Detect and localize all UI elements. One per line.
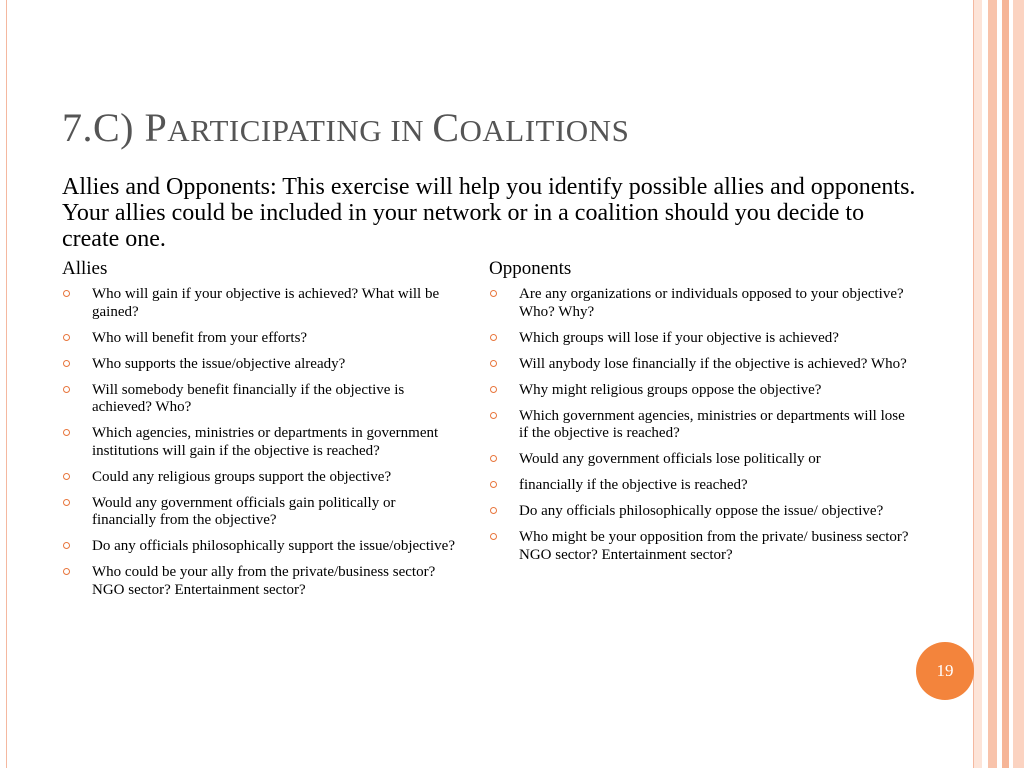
list-item <box>62 382 462 417</box>
stripe <box>974 0 982 768</box>
allies-column <box>62 258 462 608</box>
bullet-icon <box>63 334 70 341</box>
title-prefix: 7.C) <box>62 105 145 150</box>
list-item <box>489 356 909 374</box>
bullet-icon <box>63 568 70 575</box>
list-item <box>62 330 462 348</box>
list-item <box>489 503 909 521</box>
list-item <box>62 495 462 530</box>
list-item-text: Who will benefit from your efforts? <box>92 329 308 346</box>
list-item-text: Will anybody lose financially if the objective is achieved? Who? <box>519 355 907 372</box>
bullet-icon <box>490 533 497 540</box>
list-item-text: Which government agencies, ministries or departments will lose if the objective is reached? <box>519 407 905 441</box>
list-item-text: Are any organizations or individuals opposed to your objective? Who? Why? <box>519 286 904 320</box>
allies-list <box>62 286 462 599</box>
bullet-icon <box>63 360 70 367</box>
list-item <box>489 451 909 469</box>
list-item <box>489 382 909 400</box>
list-item-text: Could any religious groups support the objective? <box>92 468 392 485</box>
stripe <box>988 0 997 768</box>
list-item <box>62 286 462 321</box>
title-word-initial: C <box>432 105 460 150</box>
title-word-rest: OALITIONS <box>459 113 630 148</box>
list-item <box>62 564 462 599</box>
slide-title <box>62 104 629 151</box>
list-item-text: Would any government officials lose politically or <box>519 451 821 467</box>
title-word-rest: IN <box>382 113 433 148</box>
bullet-icon <box>63 429 70 436</box>
opponents-column <box>489 258 909 573</box>
allies-heading: Allies <box>62 258 108 279</box>
list-item-text: Which agencies, ministries or departments in government institutions will gain if the objective is reached? <box>92 425 439 459</box>
list-item-text: Who could be your ally from the private/business sector? NGO sector? Entertainment sector? <box>92 564 436 598</box>
list-item-text: financially if the objective is reached? <box>519 477 748 493</box>
bullet-icon <box>490 412 497 419</box>
list-item <box>489 408 909 443</box>
list-item <box>62 356 462 374</box>
title-word-initial: P <box>144 105 168 150</box>
list-item-text: Who might be your opposition from the private/ business sector? NGO sector? Entertainment sector? <box>519 529 909 563</box>
bullet-icon <box>490 334 497 341</box>
list-item <box>62 538 462 556</box>
bullet-icon <box>490 290 497 297</box>
bullet-icon <box>63 386 70 393</box>
list-item-text: Who will gain if your objective is achieved? What will be gained? <box>92 286 440 320</box>
bullet-icon <box>490 507 497 514</box>
stripe <box>1002 0 1009 768</box>
list-item-text: Do any officials philosophically oppose the issue/ objective? <box>519 503 884 519</box>
list-item-text: Would any government officials gain politically or financially from the objective? <box>92 494 396 528</box>
bullet-icon <box>490 455 497 462</box>
intro-text: Allies and Opponents: This exercise will help you identify possible allies and opponents. Your allies could be included in your network or in a coalition should you decide to create one. <box>62 174 916 252</box>
opponents-heading: Opponents <box>489 258 572 279</box>
list-item <box>489 477 909 495</box>
list-item <box>62 469 462 487</box>
decorative-stripes <box>974 0 1024 768</box>
list-item-text: Which groups will lose if your objective is achieved? <box>519 329 839 346</box>
title-word-rest: ARTICIPATING <box>167 113 383 148</box>
list-item-text: Who supports the issue/objective already? <box>92 355 346 372</box>
list-item-text: Why might religious groups oppose the objective? <box>519 381 822 398</box>
bullet-icon <box>490 481 497 488</box>
list-item <box>489 330 909 348</box>
bullet-icon <box>63 290 70 297</box>
bullet-icon <box>490 360 497 367</box>
list-item-text: Do any officials philosophically support the issue/objective? <box>92 538 455 554</box>
bullet-icon <box>63 499 70 506</box>
page-number-badge <box>916 642 974 700</box>
list-item <box>489 529 909 564</box>
list-item <box>62 425 462 460</box>
bullet-icon <box>63 542 70 549</box>
bullet-icon <box>490 386 497 393</box>
bullet-icon <box>63 473 70 480</box>
list-item-text: Will somebody benefit financially if the objective is achieved? Who? <box>92 381 405 415</box>
stripe <box>1013 0 1024 768</box>
opponents-list <box>489 286 909 564</box>
list-item <box>489 286 909 321</box>
page-number: 19 <box>936 661 954 680</box>
